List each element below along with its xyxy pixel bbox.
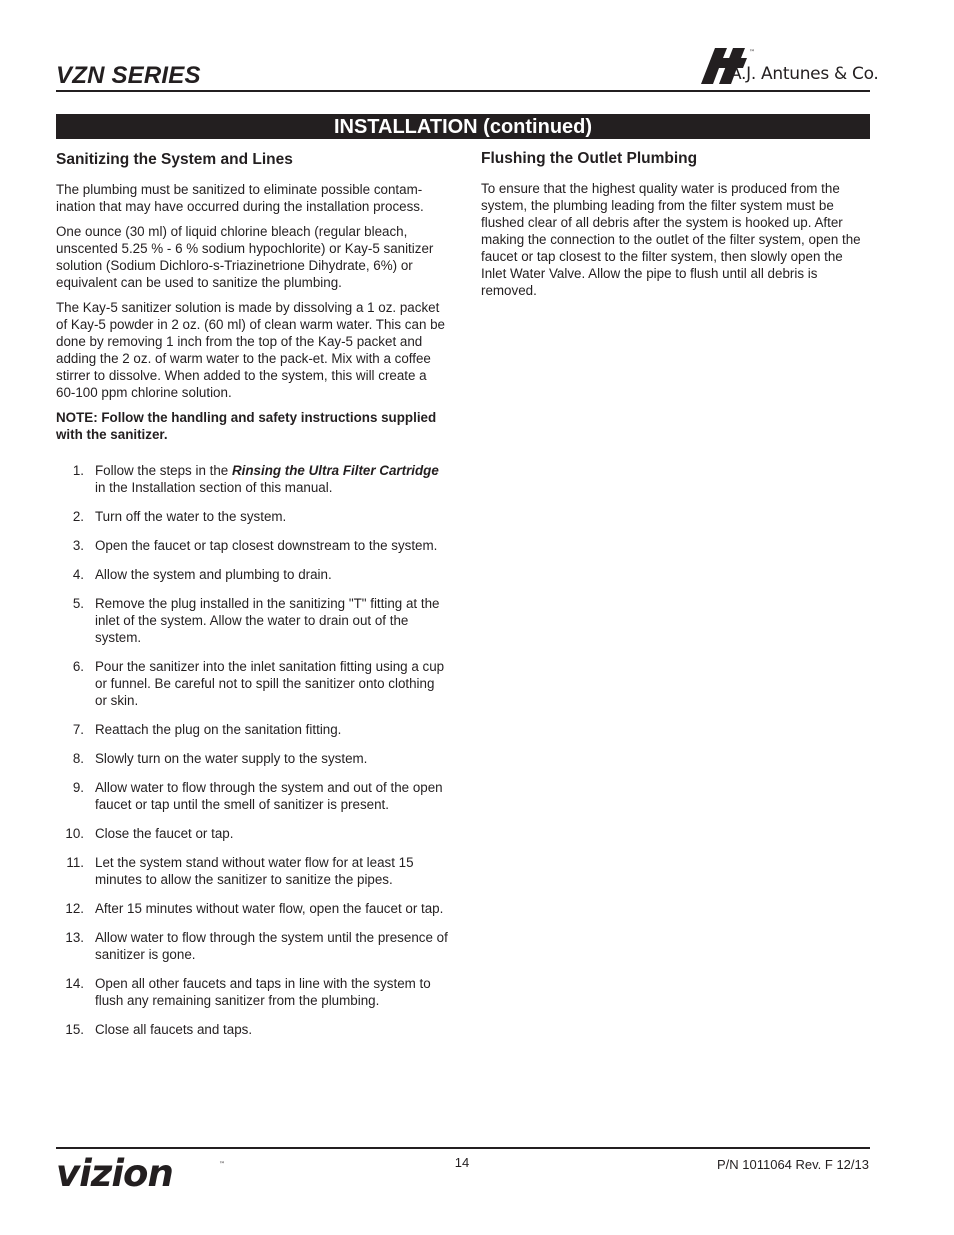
right-column xyxy=(481,149,871,307)
flushing-heading: Flushing the Outlet Plumbing xyxy=(481,150,698,167)
list-item xyxy=(56,825,448,842)
step-text: Let the system stand without water flow for at least 15 minutes to allow the sanitizer to sanitize the pipes. xyxy=(95,855,414,887)
step-text: Open the faucet or tap closest downstream to the system. xyxy=(95,538,438,553)
svg-text:™: ™ xyxy=(749,49,755,56)
step-number: 12. xyxy=(65,901,84,916)
list-item xyxy=(56,779,448,813)
list-item xyxy=(56,462,448,496)
step-text: Open all other faucets and taps in line with the system to flush any remaining sanitizer from the plumbing. xyxy=(95,976,431,1008)
list-item xyxy=(56,566,448,583)
step-number: 15. xyxy=(65,1022,84,1037)
safety-note: NOTE: Follow the handling and safety instructions supplied with the sanitizer. xyxy=(56,410,437,442)
series-title: VZN SERIES xyxy=(56,62,201,89)
step-number: 6. xyxy=(72,659,84,674)
step-number: 14. xyxy=(65,976,84,991)
list-item xyxy=(56,854,448,888)
trademark-mark: ™ xyxy=(219,1161,225,1168)
step-text: After 15 minutes without water flow, open the faucet or tap. xyxy=(95,901,444,916)
paragraph: The Kay-5 sanitizer solution is made by dissolving a 1 oz. packet of Kay-5 powder in 2 oz. (60 ml) of clean warm water. This can be done by removing 1 inch from the top of the Kay-5 packet and adding the 2 oz. of warm water to the pack-et. Mix with a coffee stirrer to dissolve. When added to the system, this will create a 60-100 ppm chlorine solution. xyxy=(56,300,446,400)
step-text: Remove the plug installed in the sanitizing "T" fitting at the inlet of the system. Allow the water to drain out of the system. xyxy=(95,596,440,645)
step-number: 2. xyxy=(72,509,84,524)
step-number: 10. xyxy=(65,826,84,841)
step-number: 1. xyxy=(72,463,84,478)
list-item xyxy=(56,750,448,767)
brand-wordmark: vizion xyxy=(56,1156,173,1192)
step-text: Close the faucet or tap. xyxy=(95,826,234,841)
paragraph: To ensure that the highest quality water is produced from the system, the plumbing leading from the filter system must be flushed clear of all debris after the system is hooked up. After making the connection to the outlet of the filter system, open the faucet or tap closest to the filter system, then slowly open the Inlet Water Valve. Allow the pipe to flush until all debris is removed. xyxy=(481,181,861,298)
footer-divider xyxy=(56,1147,870,1149)
step-number: 7. xyxy=(72,722,84,737)
paragraph: One ounce (30 ml) of liquid chlorine bleach (regular bleach, unscented 5.25 % - 6 % sodium hypochlorite) or Kay-5 sanitizer solution (Sodium Dichloro-s-Triazinetrione Dihydrate, 6%) or equivalent can be used to sanitize the plumbing. xyxy=(56,224,434,290)
list-item xyxy=(56,537,448,554)
list-item xyxy=(56,1021,448,1038)
list-item xyxy=(56,595,448,646)
step-text: Allow the system and plumbing to drain. xyxy=(95,567,332,582)
list-item xyxy=(56,658,448,709)
step-number: 5. xyxy=(72,596,84,611)
section-banner: INSTALLATION (continued) xyxy=(56,114,870,139)
list-item xyxy=(56,929,448,963)
step-number: 4. xyxy=(72,567,84,582)
list-item xyxy=(56,900,448,917)
list-item xyxy=(56,721,448,738)
step-text: Pour the sanitizer into the inlet sanitation fitting using a cup or funnel. Be careful not to spill the sanitizer onto clothing or skin. xyxy=(95,659,445,708)
step-text: Slowly turn on the water supply to the system. xyxy=(95,751,368,766)
step-text: Allow water to flow through the system and out of the open faucet or tap until the smell of sanitizer is present. xyxy=(95,780,443,812)
step-number: 8. xyxy=(72,751,84,766)
sanitizing-steps-list xyxy=(56,462,448,1038)
part-number: P/N 1011064 Rev. F 12/13 xyxy=(716,1157,869,1172)
list-item xyxy=(56,508,448,525)
paragraph: The plumbing must be sanitized to eliminate possible contam-ination that may have occurred during the installation process. xyxy=(56,182,424,214)
sanitizing-heading: Sanitizing the System and Lines xyxy=(56,151,293,168)
step-text: Allow water to flow through the system until the presence of sanitizer is gone. xyxy=(95,930,448,962)
step-text: Close all faucets and taps. xyxy=(95,1022,253,1037)
step-text: Turn off the water to the system. xyxy=(95,509,287,524)
list-item xyxy=(56,975,448,1009)
step-number: 9. xyxy=(72,780,84,795)
step-number: 3. xyxy=(72,538,84,553)
step-text: Follow the steps in the Rinsing the Ultra Filter Cartridge in the Installation section of this manual. xyxy=(95,463,439,495)
page-number: 14 xyxy=(454,1155,470,1170)
header-divider xyxy=(56,90,870,92)
manual-section-reference: Rinsing the Ultra Filter Cartridge xyxy=(231,463,439,478)
step-number: 11. xyxy=(66,855,84,870)
step-number: 13. xyxy=(65,930,84,945)
left-column xyxy=(56,150,448,1050)
company-name: A.J. Antunes & Co. xyxy=(730,64,879,84)
step-text: Reattach the plug on the sanitation fitting. xyxy=(95,722,342,737)
